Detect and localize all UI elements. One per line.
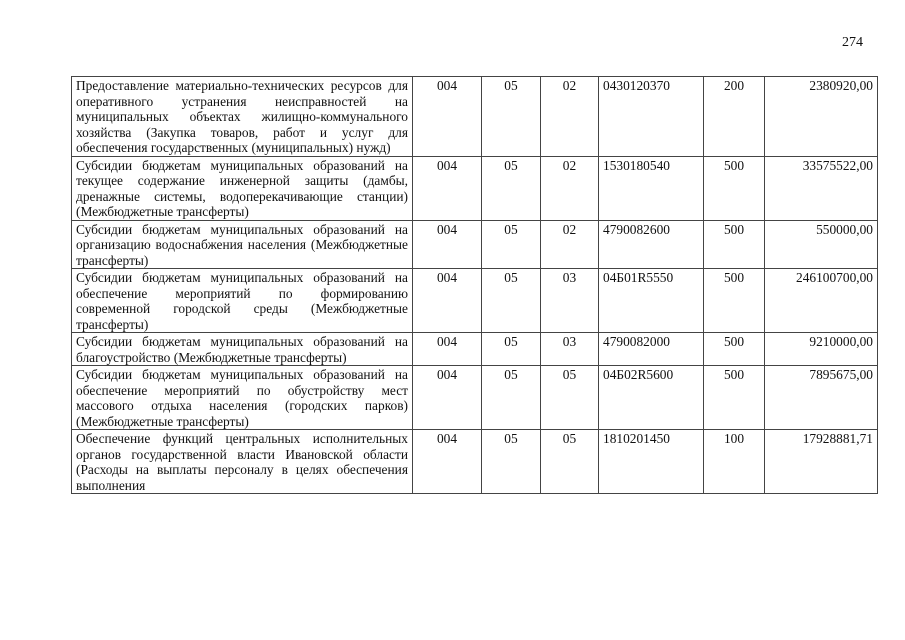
section-code: 05 (482, 333, 541, 366)
table-row (72, 156, 878, 220)
table-row (72, 430, 878, 494)
row-description: Обеспечение функций центральных исполнительных органов государственной власти Ивановской области (Расходы на выплаты персоналу в целях обеспечения выполнения (72, 430, 413, 494)
section-code: 05 (482, 430, 541, 494)
admin-code: 004 (413, 333, 482, 366)
table-row (72, 269, 878, 333)
target-article-code: 1810201450 (599, 430, 704, 494)
table-viewport (71, 76, 881, 561)
expense-type-code: 500 (704, 220, 765, 269)
row-description: Субсидии бюджетам муниципальных образований на обеспечение мероприятий по обустройству мест массового отдыха населения (городских парков) (Межбюджетные трансферты) (72, 366, 413, 430)
section-code: 05 (482, 77, 541, 157)
table-body (72, 77, 878, 494)
subsection-code: 03 (541, 333, 599, 366)
section-code: 05 (482, 366, 541, 430)
admin-code: 004 (413, 220, 482, 269)
table-row (72, 366, 878, 430)
amount-value: 550000,00 (765, 220, 878, 269)
amount-value: 2380920,00 (765, 77, 878, 157)
target-article-code: 0430120370 (599, 77, 704, 157)
expense-type-code: 500 (704, 156, 765, 220)
expense-type-code: 500 (704, 366, 765, 430)
target-article-code: 1530180540 (599, 156, 704, 220)
admin-code: 004 (413, 366, 482, 430)
subsection-code: 05 (541, 366, 599, 430)
amount-value: 7895675,00 (765, 366, 878, 430)
expense-type-code: 100 (704, 430, 765, 494)
subsection-code: 02 (541, 156, 599, 220)
subsection-code: 05 (541, 430, 599, 494)
amount-value: 33575522,00 (765, 156, 878, 220)
row-description: Субсидии бюджетам муниципальных образований на текущее содержание инженерной защиты (дамбы, дренажные системы, водоперекачивающие станции) (Межбюджетные трансферты) (72, 156, 413, 220)
target-article-code: 4790082600 (599, 220, 704, 269)
expense-type-code: 500 (704, 269, 765, 333)
target-article-code: 04Б01R5550 (599, 269, 704, 333)
row-description: Субсидии бюджетам муниципальных образований на благоустройство (Межбюджетные трансферты) (72, 333, 413, 366)
amount-value: 17928881,71 (765, 430, 878, 494)
expense-type-code: 500 (704, 333, 765, 366)
admin-code: 004 (413, 77, 482, 157)
page-number: 274 (842, 35, 863, 50)
subsection-code: 03 (541, 269, 599, 333)
subsection-code: 02 (541, 220, 599, 269)
row-description: Субсидии бюджетам муниципальных образований на обеспечение мероприятий по формированию современной городской среды (Межбюджетные трансферты) (72, 269, 413, 333)
amount-value: 246100700,00 (765, 269, 878, 333)
admin-code: 004 (413, 269, 482, 333)
admin-code: 004 (413, 430, 482, 494)
amount-value: 9210000,00 (765, 333, 878, 366)
row-description: Предоставление материально-технических ресурсов для оперативного устранения неисправностей на муниципальных объектах жилищно-коммунального хозяйства (Закупка товаров, работ и услуг для обеспечения государственных (муниципальных) нужд) (72, 77, 413, 157)
subsection-code: 02 (541, 77, 599, 157)
expense-type-code: 200 (704, 77, 765, 157)
section-code: 05 (482, 220, 541, 269)
table-row (72, 220, 878, 269)
section-code: 05 (482, 156, 541, 220)
table-row (72, 77, 878, 157)
target-article-code: 4790082000 (599, 333, 704, 366)
budget-table (71, 76, 878, 494)
section-code: 05 (482, 269, 541, 333)
target-article-code: 04Б02R5600 (599, 366, 704, 430)
table-row (72, 333, 878, 366)
row-description: Субсидии бюджетам муниципальных образований на организацию водоснабжения населения (Межбюджетные трансферты) (72, 220, 413, 269)
admin-code: 004 (413, 156, 482, 220)
